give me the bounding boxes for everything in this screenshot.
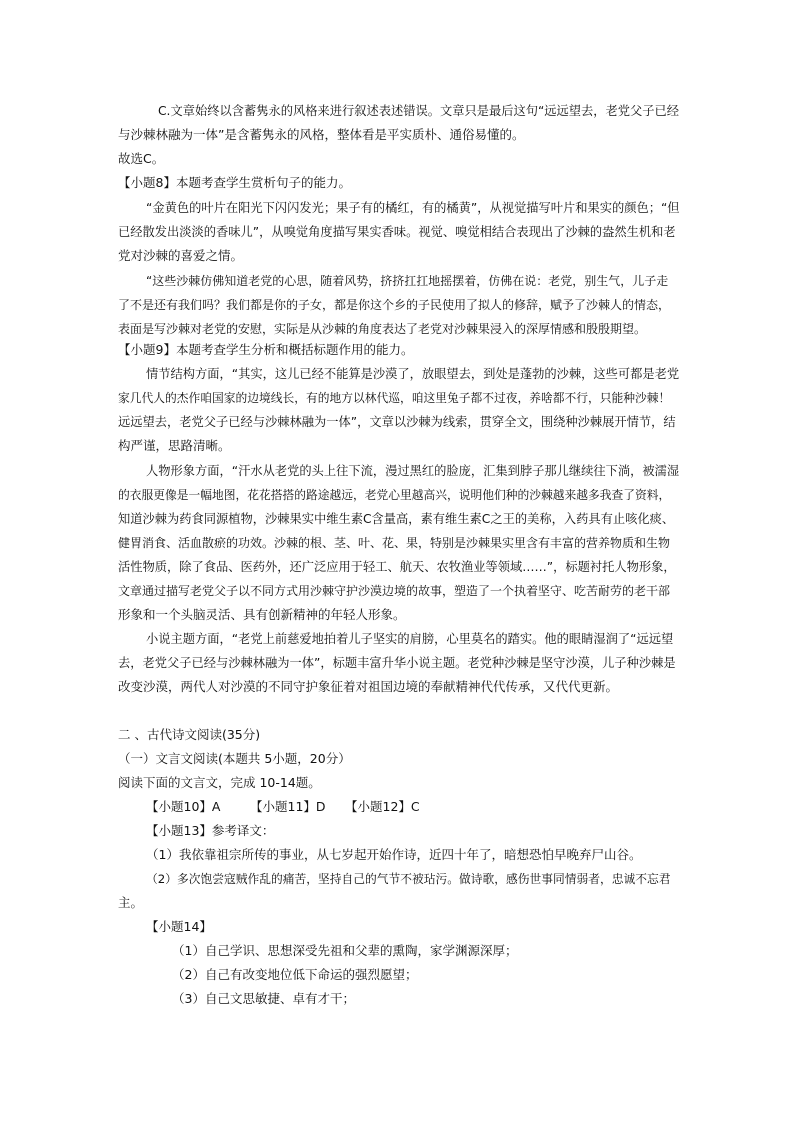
q9-p2-line7: 形象和一个头脑灵活、具有创新精神的年轻人形象。 — [118, 607, 406, 622]
q9-p2-line1: 人物形象方面，“汗水从老党的头上往下流，漫过黑红的脸庞，汇集到脖子那儿继续往下淌，被濡湿 — [146, 464, 680, 478]
q9-p3-line2: 去，老党父子已经与沙棘林融为一体”，标题丰富升华小说主题。老党种沙棘是坚守沙漠，儿子种沙棘是 — [118, 656, 676, 670]
q8-p2-line1: “这些沙棘仿佛知道老党的心思，随着风势，挤挤扛扛地摇摆着，仿佛在说：老党，别生气，儿子走 — [146, 274, 669, 288]
paragraph-c-analysis-line1: C.文章始终以含蓄隽永的风格来进行叙述表述错误。文章只是最后这句“远远望去，老党父子已经 — [158, 104, 680, 118]
q9-p2-line2: 的衣服更像是一幅地图，花花搭搭的路途越远，老党心里越高兴，说明他们种的沙棘越来越多我查了资料， — [118, 488, 671, 502]
q9-p1-line4: 构严谨，思路清晰。 — [118, 438, 231, 453]
q8-p1-line2: 已经散发出淡淡的香味儿”，从嗅觉角度描写果实香味。视觉、嗅觉相结合表现出了沙棘的盎然生机和老 — [118, 225, 676, 239]
q9-p1-line2: 家几代人的杰作咱国家的边境线长，有的地方以林代巡，咱这里兔子都不过夜，养啥都不行，只能种沙棘！ — [118, 391, 671, 405]
q9-p2-line6: 文章通过描写老党父子以不同方式用沙棘守护沙漠边境的故事，塑造了一个执着坚守、吃苦耐劳的老干部 — [118, 584, 671, 598]
q13-item2-line2: 主。 — [118, 895, 144, 910]
answer-q12: 【小题12】C — [345, 799, 420, 814]
answer-q11: 【小题11】D — [250, 799, 326, 814]
q9-title: 【小题9】本题考查学生分析和概括标题作用的能力。 — [118, 342, 414, 357]
q9-p3-line3: 改变沙漠，两代人对沙漠的不同守护象征着对祖国边境的奉献精神代代传承，又代代更新。 — [118, 679, 619, 694]
q8-p1-line1: “金黄色的叶片在阳光下闪闪发光；果子有的橘红，有的橘黄”，从视觉描写叶片和果实的颜色；“但 — [146, 201, 680, 215]
q9-p2-line3: 知道沙棘为药食同源植物，沙棘果实中维生素C含量高，素有维生素C之王的美称，入药具有止咳化痰、 — [118, 512, 675, 526]
q13-item2-line1: （2）多次饱尝寇贼作乱的痛苦，坚持自己的气节不被玷污。做诗歌，感伤世事同情弱者，忠诚不忘君 — [146, 872, 671, 886]
q13-item1: （1）我依靠祖宗所传的事业，从七岁起开始作诗，近四十年了，暗想恐怕早晚弃尸山谷。 — [146, 847, 642, 862]
q9-p1-line3: 远远望去，老党父子已经与沙棘林融为一体”，文章以沙棘为线索，贯穿全文，围绕种沙棘展开情节，结 — [118, 415, 676, 429]
q13-title: 【小题13】参考译文： — [146, 823, 275, 838]
q14-item1: （1）自己学识、思想深受先祖和父辈的熏陶，家学渊源深厚； — [172, 943, 518, 958]
q9-p2-line4: 健胃消食、活血散瘀的功效。沙棘的根、茎、叶、花、果，特别是沙棘果实里含有丰富的营养物质和生物 — [118, 536, 671, 550]
q8-p2-line2: 了不是还有我们吗？我们都是你的子女，都是你这个乡的子民使用了拟人的修辞，赋予了沙棘人的情态， — [118, 298, 671, 312]
q14-item2: （2）自己有改变地位低下命运的强烈愿望； — [172, 967, 418, 982]
q9-p2-line5: 活性物质，除了食品、医药外，还广泛应用于轻工、航天、农牧渔业等领域……”，标题衬托人物形象， — [118, 560, 676, 574]
instruction-line: 阅读下面的文言文，完成 10-14题。 — [118, 775, 321, 790]
q9-p3-line1: 小说主题方面，“老党上前慈爱地拍着儿子坚实的肩膀，心里莫名的踏实。他的眼睛湿润了“远远望 — [146, 632, 674, 646]
q8-title: 【小题8】本题考查学生赏析句子的能力。 — [118, 175, 351, 190]
subsection-heading: （一）文言文阅读(本题共 5小题，20分） — [118, 751, 351, 766]
q14-item3: （3）自己文思敏捷、卓有才干； — [172, 991, 355, 1006]
section-heading: 二 、古代诗文阅读(35分) — [118, 727, 261, 742]
answer-q10: 【小题10】A — [146, 799, 221, 814]
q9-p1-line1: 情节结构方面，“其实，这儿已经不能算是沙漠了，放眼望去，到处是蓬勃的沙棘，这些可都是老党 — [146, 367, 680, 381]
q14-title: 【小题14】 — [146, 919, 212, 934]
paragraph-c-analysis-line2: 与沙棘林融为一体”是含蓄隽永的风格，整体看是平实质朴、通俗易懂的。 — [118, 127, 525, 142]
q8-p2-line3: 表面是写沙棘对老党的安慰，实际是从沙棘的角度表达了老党对沙棘果浸入的深厚情感和殷殷期望。 — [118, 322, 647, 336]
q8-p1-line3: 党对沙棘的喜爱之情。 — [118, 248, 244, 263]
answer-line: 故选C。 — [118, 151, 165, 166]
